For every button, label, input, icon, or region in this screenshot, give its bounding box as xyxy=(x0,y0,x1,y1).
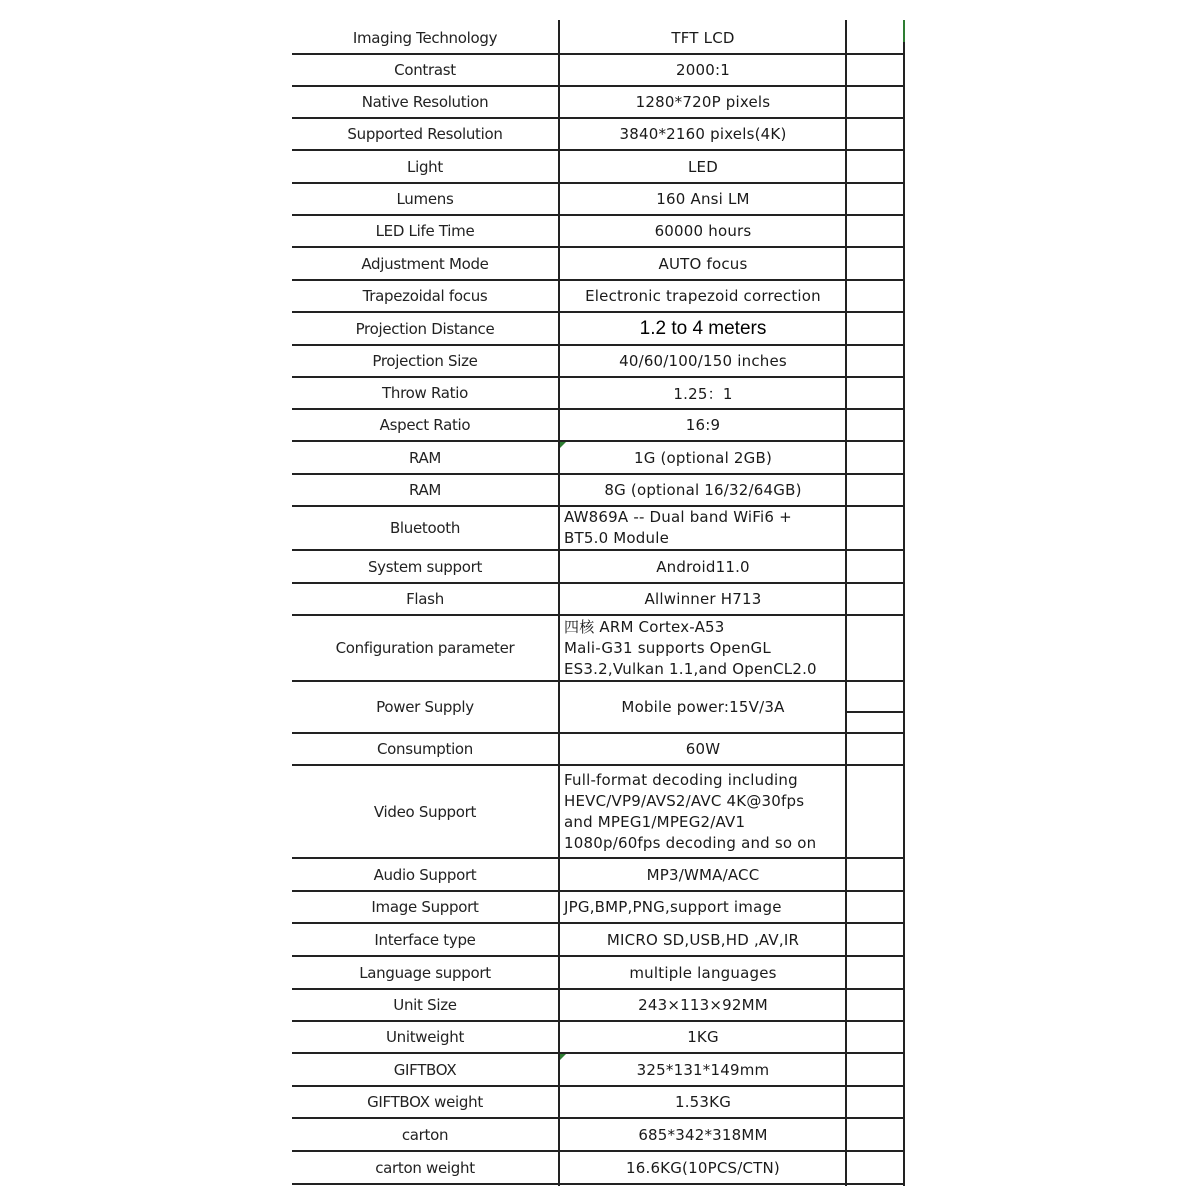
spec-label: Contrast xyxy=(394,61,456,79)
spec-label: Supported Resolution xyxy=(347,125,503,143)
spec-label: Throw Ratio xyxy=(382,384,468,402)
spec-label: Native Resolution xyxy=(361,93,489,111)
spec-value: multiple languages xyxy=(629,963,777,982)
spec-value: MICRO SD,USB,HD ,AV,IR xyxy=(606,930,800,949)
column-divider xyxy=(845,20,847,1186)
power-supply-subdivider xyxy=(847,711,904,713)
spec-label: GIFTBOX xyxy=(393,1060,457,1079)
spec-value: 243×113×92MM xyxy=(638,996,768,1014)
spec-label: carton weight xyxy=(375,1158,475,1177)
spec-value: JPG,BMP,PNG,support image xyxy=(564,897,782,916)
spec-label: Video Support xyxy=(373,802,477,821)
spec-label: System support xyxy=(367,557,483,576)
spec-label: RAM xyxy=(408,448,442,467)
spec-label: Unit Size xyxy=(393,996,457,1014)
spec-value: Allwinner H713 xyxy=(644,590,762,608)
spec-value: TFT LCD xyxy=(671,29,735,47)
spec-label: Configuration parameter xyxy=(335,639,515,657)
spec-label: Light xyxy=(407,157,443,176)
spec-value: AW869A -- Dual band WiFi6 + BT5.0 Module xyxy=(564,508,792,547)
spec-value: 1.53KG xyxy=(674,1093,732,1111)
spec-value: 60W xyxy=(685,740,721,758)
spec-value: LED xyxy=(688,157,718,176)
spec-label: Projection Size xyxy=(372,352,478,370)
column-divider xyxy=(558,20,560,1186)
spec-label: Consumption xyxy=(376,740,474,758)
spec-label: Interface type xyxy=(374,930,476,949)
spec-value: 2000:1 xyxy=(676,61,730,79)
spec-value: 160 Ansi LM xyxy=(656,190,750,208)
spec-value: MP3/WMA/ACC xyxy=(646,865,760,884)
spec-label: Image Support xyxy=(371,898,479,916)
spec-value: 8G (optional 16/32/64GB) xyxy=(604,481,802,499)
spec-value: Mobile power:15V/3A xyxy=(621,698,785,716)
spec-label: Adjustment Mode xyxy=(361,254,489,273)
spec-label: GIFTBOX weight xyxy=(367,1093,483,1111)
spec-value: 16:9 xyxy=(685,416,721,434)
spec-value: 1.2 to 4 meters xyxy=(639,317,767,339)
column-divider xyxy=(903,20,905,1186)
spec-label: Lumens xyxy=(396,190,454,208)
spec-value: 1280*720P pixels xyxy=(635,93,771,111)
spec-value: Full-format decoding including HEVC/VP9/AVS2/AVC 4K@30fps and MPEG1/MPEG2/AV1 1080p/60fps decoding and so on xyxy=(564,770,817,852)
spec-label: LED Life Time xyxy=(375,222,475,240)
spec-value: 1.25：1 xyxy=(673,384,733,403)
spec-label: Audio Support xyxy=(373,865,477,884)
column-divider-accent xyxy=(903,20,905,42)
spec-label: Aspect Ratio xyxy=(379,416,471,434)
spec-label: Projection Distance xyxy=(355,319,495,338)
spec-label: Imaging Technology xyxy=(352,29,498,47)
spec-value: AUTO focus xyxy=(658,254,748,273)
spec-value: 685*342*318MM xyxy=(638,1125,768,1144)
spec-value: 325*131*149mm xyxy=(636,1060,770,1079)
spec-value: 40/60/100/150 inches xyxy=(619,352,787,370)
spec-label: carton xyxy=(401,1125,449,1144)
spec-label: RAM xyxy=(408,481,442,499)
spec-label: Unitweight xyxy=(385,1028,465,1046)
spec-label: Trapezoidal focus xyxy=(362,287,488,305)
spec-label: Language support xyxy=(359,963,491,982)
spec-value: Android11.0 xyxy=(656,557,750,576)
row-divider xyxy=(292,1183,904,1185)
spec-label: Flash xyxy=(406,590,444,608)
spec-value: 3840*2160 pixels(4K) xyxy=(619,125,787,143)
spec-value: Electronic trapezoid correction xyxy=(585,287,821,305)
spec-value: 四核 ARM Cortex-A53 Mali-G31 supports OpenGL ES3.2,Vulkan 1.1,and OpenCL2.0 xyxy=(564,617,817,678)
spec-label: Bluetooth xyxy=(389,519,461,537)
spec-value: 16.6KG(10PCS/CTN) xyxy=(625,1158,780,1177)
spec-label: Power Supply xyxy=(376,698,474,716)
spec-value: 60000 hours xyxy=(654,222,752,240)
spec-value: 1KG xyxy=(687,1028,719,1046)
spec-value: 1G (optional 2GB) xyxy=(633,448,773,467)
